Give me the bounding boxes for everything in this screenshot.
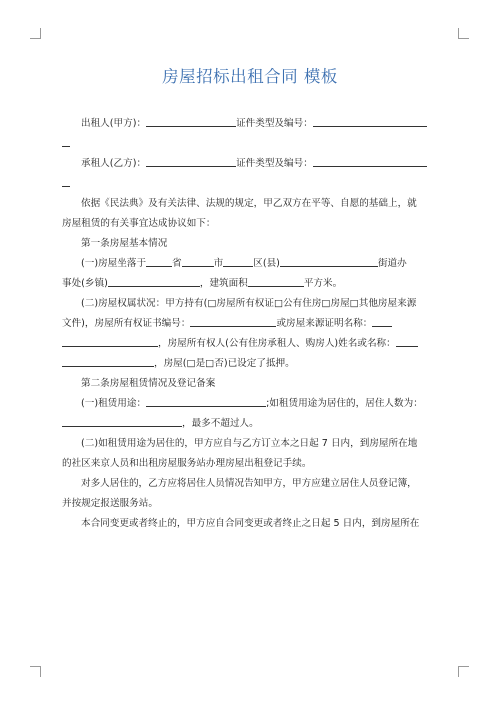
lessee-blank[interactable] bbox=[146, 155, 236, 167]
art2-item1-line1 bbox=[62, 394, 440, 414]
occupants-max-text: ，最多不超过人。 bbox=[182, 418, 259, 429]
crop-mark-bottom-left bbox=[30, 666, 41, 677]
art2-item2-line2: 的社区来京人员和出租房屋服务站办理房屋出租登记手续。 bbox=[62, 458, 312, 469]
document-body bbox=[62, 114, 440, 534]
cert-no-label: 文件)，房屋所有权证书编号： bbox=[62, 318, 191, 329]
town-blank[interactable] bbox=[108, 275, 200, 287]
lessor-id-blank[interactable] bbox=[313, 115, 427, 127]
usage-label: (一)租赁用途： bbox=[81, 398, 147, 409]
town-label: 事处(乡镇) bbox=[62, 278, 108, 289]
source-proof-blank-cont[interactable] bbox=[62, 335, 158, 347]
art1-item2-line1: (二)房屋权属状况：甲方持有(□房屋所有权证□公有住房□房屋□其他房屋来源 bbox=[81, 298, 417, 309]
preamble-line-1: 依据《民法典》及有关法律、法规的规定，甲乙双方在平等、自愿的基础上，就 bbox=[81, 198, 417, 209]
lessor-line bbox=[62, 114, 440, 134]
art1-item1-line2 bbox=[62, 274, 440, 294]
area-blank[interactable] bbox=[248, 275, 304, 287]
lessee-label: 承租人(乙方)： bbox=[81, 158, 147, 169]
art1-item1-text: (一)房屋坐落于 bbox=[81, 258, 147, 269]
document-title: 房屋招标出租合同 模板 bbox=[162, 67, 338, 86]
article-1-title: 第一条房屋基本情况 bbox=[81, 238, 168, 249]
lessor-label: 出租人(甲方)： bbox=[81, 118, 147, 129]
lessee-id-blank[interactable] bbox=[313, 155, 427, 167]
lessee-line-cont bbox=[62, 174, 440, 194]
art2-item1-line2 bbox=[62, 414, 440, 434]
district-label: 区(县) bbox=[253, 258, 280, 269]
art2-item3-line2: 并按规定报送服务站。 bbox=[62, 498, 158, 509]
lessor-id-label: 证件类型及编号： bbox=[236, 118, 313, 129]
city-label: 市 bbox=[213, 258, 224, 269]
preamble-line-2: 房屋租赁的有关事宜达成协议如下： bbox=[62, 218, 216, 229]
lessor-line-cont bbox=[62, 134, 440, 154]
source-proof-blank[interactable] bbox=[372, 315, 392, 327]
district-blank[interactable] bbox=[223, 255, 253, 267]
art2-item2-line1: (二)如租赁用途为居住的，甲方应自与乙方订立本之日起 7 日内，到房屋所在地 bbox=[81, 438, 418, 449]
lessor-id-blank-cont[interactable] bbox=[62, 135, 70, 147]
province-label: 省 bbox=[172, 258, 182, 269]
lessee-id-label: 证件类型及编号： bbox=[236, 158, 313, 169]
source-proof-label: 或房屋来源证明名称： bbox=[276, 318, 373, 329]
article-2-title: 第二条房屋租赁情况及登记备案 bbox=[81, 378, 216, 389]
art1-item2-line3 bbox=[62, 334, 440, 354]
area-unit: 平方米。 bbox=[303, 278, 343, 289]
art2-item4-line1: 本合同变更或者终止的，甲方应自合同变更或者终止之日起 5 日内，到房屋所在 bbox=[81, 518, 420, 529]
crop-mark-bottom-right bbox=[458, 666, 469, 677]
crop-mark-top-left bbox=[30, 28, 41, 39]
cert-no-blank[interactable] bbox=[190, 315, 276, 327]
occupants-blank[interactable] bbox=[62, 415, 182, 427]
lessee-line bbox=[62, 154, 440, 174]
art1-item1-line1 bbox=[62, 254, 440, 274]
art1-item2-line4 bbox=[62, 354, 440, 374]
lessee-id-blank-cont[interactable] bbox=[62, 175, 70, 187]
street-blank[interactable] bbox=[280, 255, 378, 267]
crop-mark-top-right bbox=[458, 28, 469, 39]
province-blank[interactable] bbox=[146, 255, 172, 267]
lessor-blank[interactable] bbox=[146, 115, 236, 127]
owner-name-label: ，房屋所有权人(公有住房承租人、购房人)姓名或名称： bbox=[158, 338, 396, 349]
art1-item2-line2 bbox=[62, 314, 440, 334]
usage-blank[interactable] bbox=[146, 395, 266, 407]
art2-item3-line1: 对多人居住的，乙方应将居住人员情况告知甲方，甲方应建立居住人员登记簿， bbox=[81, 478, 417, 489]
city-blank[interactable] bbox=[182, 255, 214, 267]
owner-name-blank[interactable] bbox=[396, 335, 418, 347]
occupants-label: ;如租赁用途为居住的，居住人数为： bbox=[266, 398, 423, 409]
area-label: ，建筑面积 bbox=[199, 278, 248, 289]
mortgage-text: ，房屋(□是□否)已设定了抵押。 bbox=[154, 358, 295, 369]
owner-name-blank-cont[interactable] bbox=[62, 355, 154, 367]
street-label: 街道办 bbox=[377, 258, 407, 269]
